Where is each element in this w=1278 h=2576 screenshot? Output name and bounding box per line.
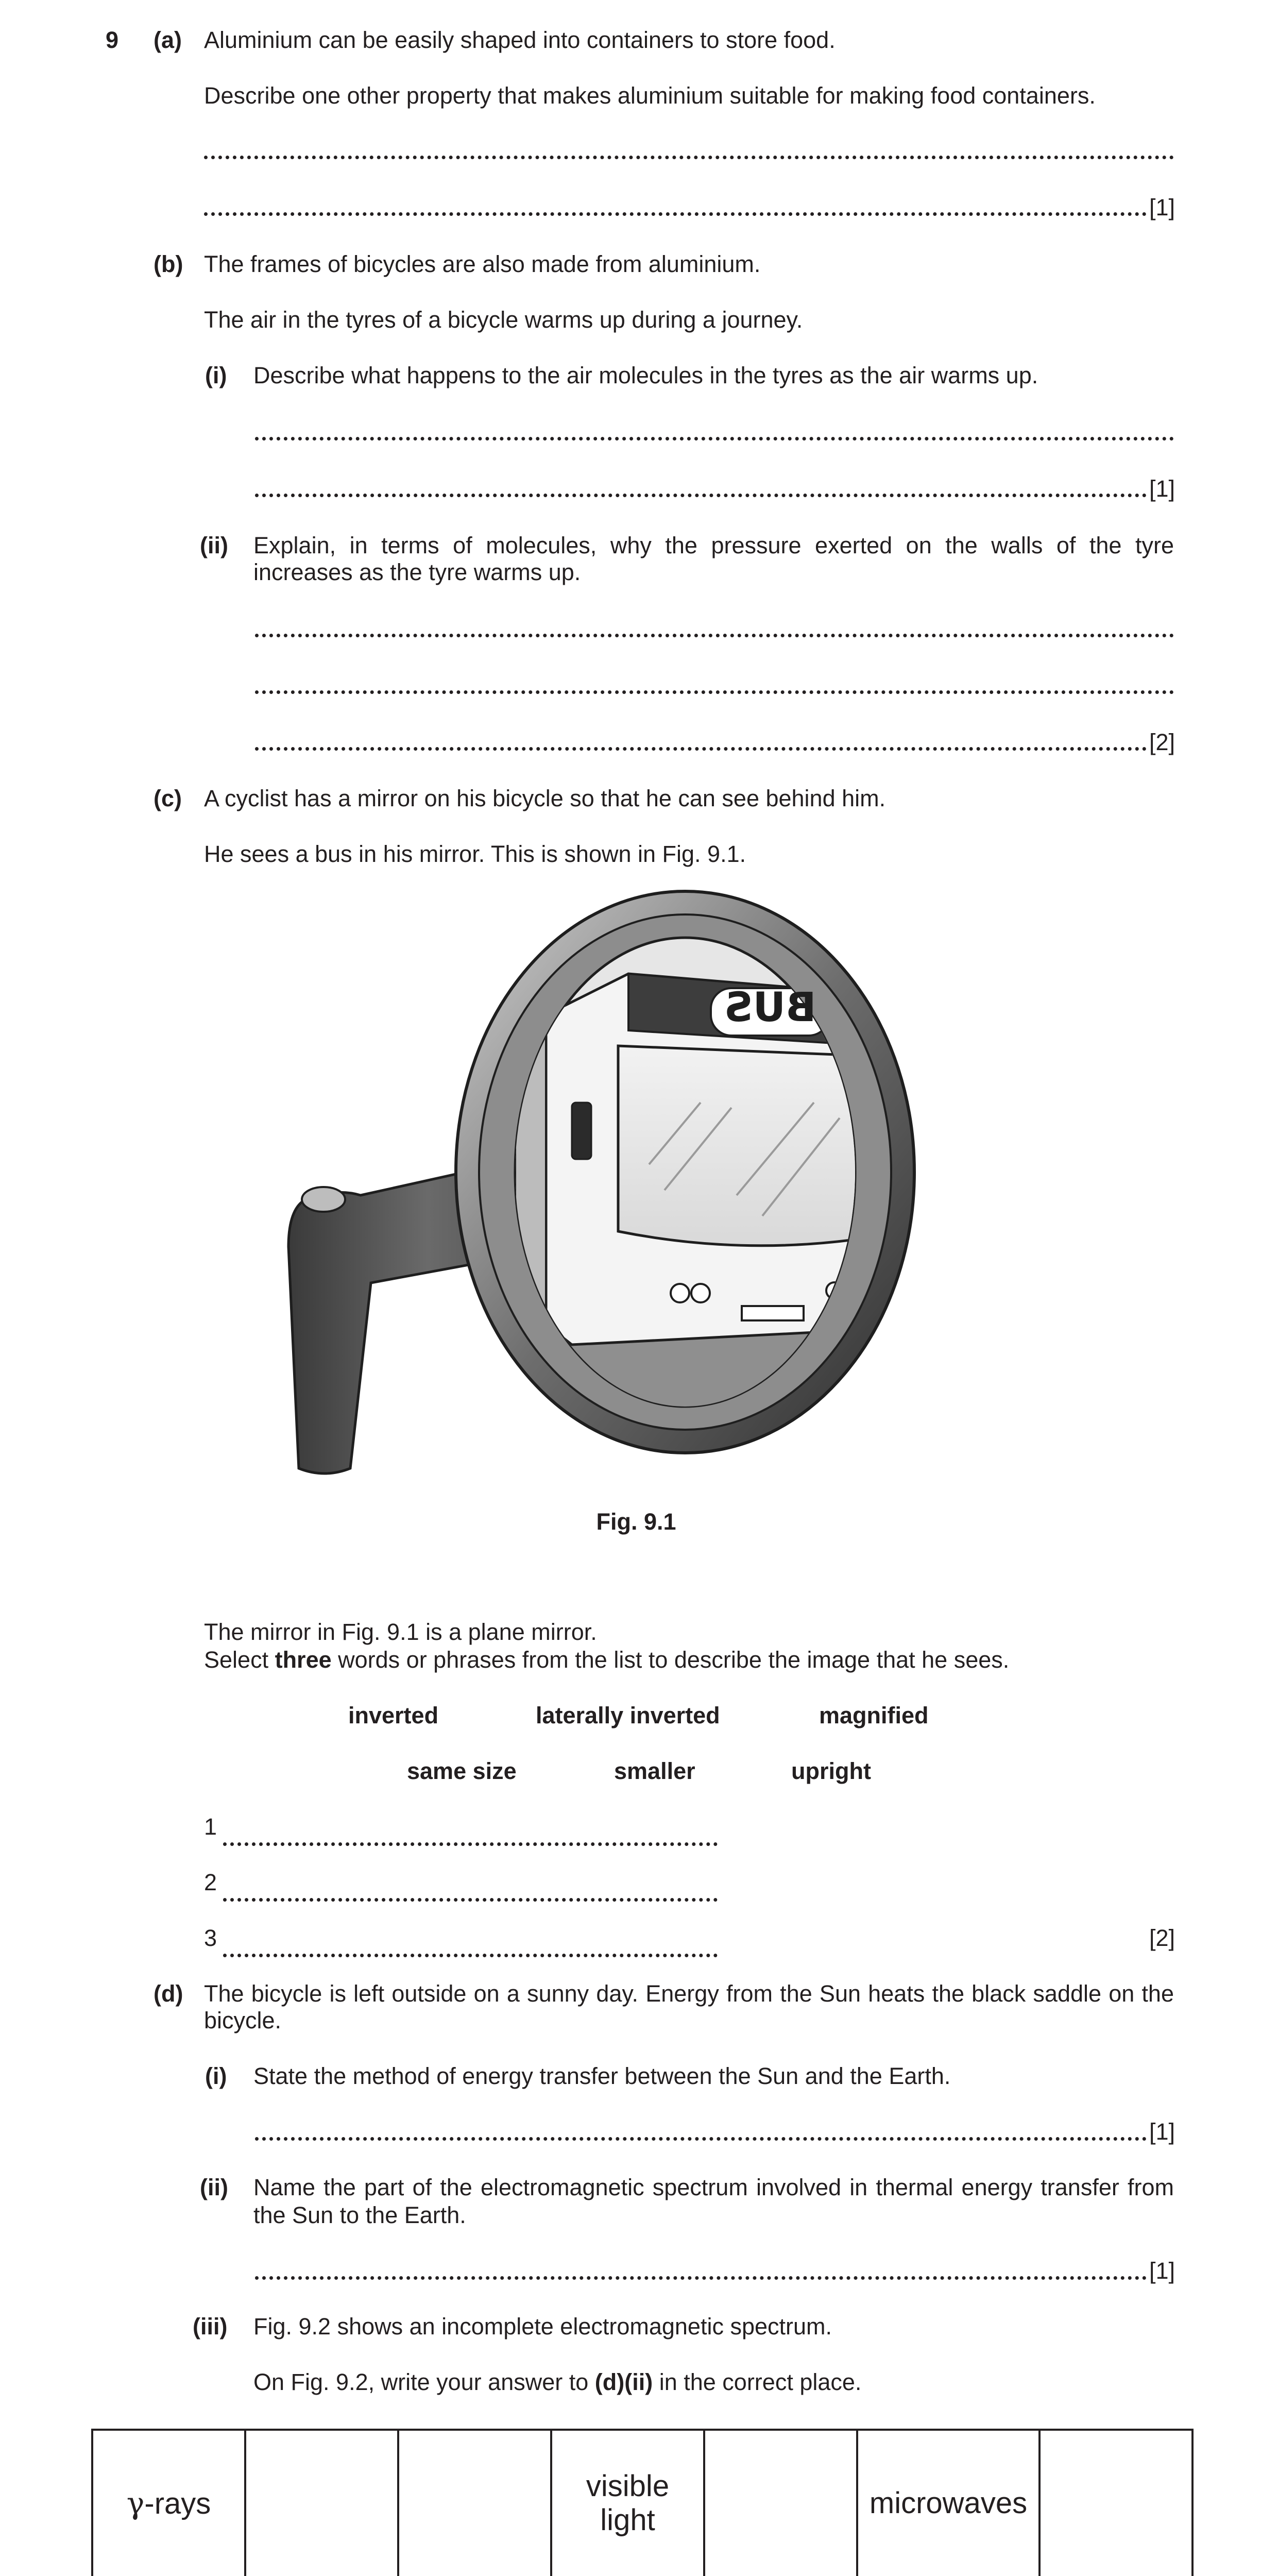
answer-number: 3 — [204, 1925, 217, 1951]
part-a-label: (a) — [154, 27, 182, 53]
part-d-ii-text-1: Name the part of the electromagnetic spectrum involved in thermal energy transfer from — [253, 2174, 1174, 2200]
part-d-ii-text-2: the Sun to the Earth. — [253, 2202, 466, 2228]
part-c-text-2: He sees a bus in his mirror. This is shown in Fig. 9.1. — [204, 841, 746, 867]
mark-allocation: [1] — [1149, 194, 1175, 221]
answer-line[interactable] — [255, 747, 1147, 751]
part-d-text-1: The bicycle is left outside on a sunny day. Energy from the Sun heats the black saddle on the — [204, 1980, 1174, 2007]
mark-allocation: [2] — [1149, 1925, 1175, 1951]
spectrum-cell-visible-light: visible light — [551, 2430, 704, 2576]
answer-line[interactable] — [255, 437, 1174, 440]
part-b-ii-text-2: increases as the tyre warms up. — [253, 559, 581, 585]
answer-line[interactable] — [204, 156, 1174, 159]
spectrum-cell-blank[interactable] — [704, 2430, 857, 2576]
spectrum-cell-blank[interactable] — [245, 2430, 398, 2576]
answer-line[interactable] — [223, 1954, 718, 1957]
part-d-iii-text-1: Fig. 9.2 shows an incomplete electromagnetic spectrum. — [253, 2313, 832, 2340]
spectrum-cell-blank[interactable] — [1040, 2430, 1192, 2576]
bicycle-mirror-figure — [258, 876, 1030, 1494]
option-laterally-inverted: laterally inverted — [536, 1702, 720, 1728]
part-d-text-2: bicycle. — [204, 2007, 282, 2033]
answer-line[interactable] — [255, 2137, 1147, 2141]
bus-sign: BUS — [724, 985, 816, 1031]
answer-line[interactable] — [223, 1898, 718, 1902]
answer-line[interactable] — [255, 494, 1147, 497]
mark-allocation: [1] — [1149, 476, 1175, 502]
part-c-text-3: The mirror in Fig. 9.1 is a plane mirror. — [204, 1619, 597, 1645]
option-upright: upright — [791, 1758, 871, 1784]
part-b-i-label: (i) — [205, 362, 227, 388]
spectrum-cell-gamma-rays: γ-rays — [92, 2430, 245, 2576]
part-a-text-1: Aluminium can be easily shaped into containers to store food. — [204, 27, 836, 53]
part-d-ii-label: (ii) — [200, 2174, 228, 2200]
option-smaller: smaller — [614, 1758, 695, 1784]
answer-line[interactable] — [255, 2276, 1147, 2280]
answer-line[interactable] — [204, 212, 1147, 216]
part-c-text-1: A cyclist has a mirror on his bicycle so that he can see behind him. — [204, 785, 886, 811]
mark-allocation: [1] — [1149, 2119, 1175, 2145]
part-d-iii-text-2: On Fig. 9.2, write your answer to (d)(ii) in the correct place. — [253, 2369, 862, 2395]
answer-line[interactable] — [255, 634, 1174, 637]
part-d-i-text: State the method of energy transfer between the Sun and the Earth. — [253, 2063, 951, 2089]
answer-line[interactable] — [255, 690, 1174, 694]
part-a-text-2: Describe one other property that makes aluminium suitable for making food containers. — [204, 82, 1096, 109]
part-d-label: (d) — [154, 1980, 183, 2007]
part-b-label: (b) — [154, 251, 183, 277]
part-b-i-text: Describe what happens to the air molecules in the tyres as the air warms up. — [253, 362, 1038, 388]
em-spectrum-table — [91, 2429, 1194, 2576]
answer-line[interactable] — [223, 1842, 718, 1846]
part-d-iii-label: (iii) — [193, 2313, 228, 2340]
part-d-i-label: (i) — [205, 2063, 227, 2089]
figure-caption: Fig. 9.1 — [596, 1509, 676, 1535]
answer-number: 2 — [204, 1869, 217, 1895]
part-b-text-2: The air in the tyres of a bicycle warms up during a journey. — [204, 307, 803, 333]
mark-allocation: [1] — [1149, 2258, 1175, 2284]
option-magnified: magnified — [819, 1702, 929, 1728]
option-same-size: same size — [407, 1758, 517, 1784]
option-inverted: inverted — [348, 1702, 439, 1728]
part-c-label: (c) — [154, 785, 182, 811]
spectrum-cell-blank[interactable] — [398, 2430, 551, 2576]
question-number: 9 — [106, 27, 119, 53]
part-b-ii-text-1: Explain, in terms of molecules, why the pressure exerted on the walls of the tyre — [253, 532, 1174, 558]
part-b-text-1: The frames of bicycles are also made from aluminium. — [204, 251, 761, 277]
spectrum-cell-microwaves: microwaves — [857, 2430, 1040, 2576]
part-c-text-4: Select three words or phrases from the list to describe the image that he sees. — [204, 1647, 1010, 1673]
mark-allocation: [2] — [1149, 729, 1175, 755]
answer-number: 1 — [204, 1814, 217, 1840]
part-b-ii-label: (ii) — [200, 532, 228, 558]
